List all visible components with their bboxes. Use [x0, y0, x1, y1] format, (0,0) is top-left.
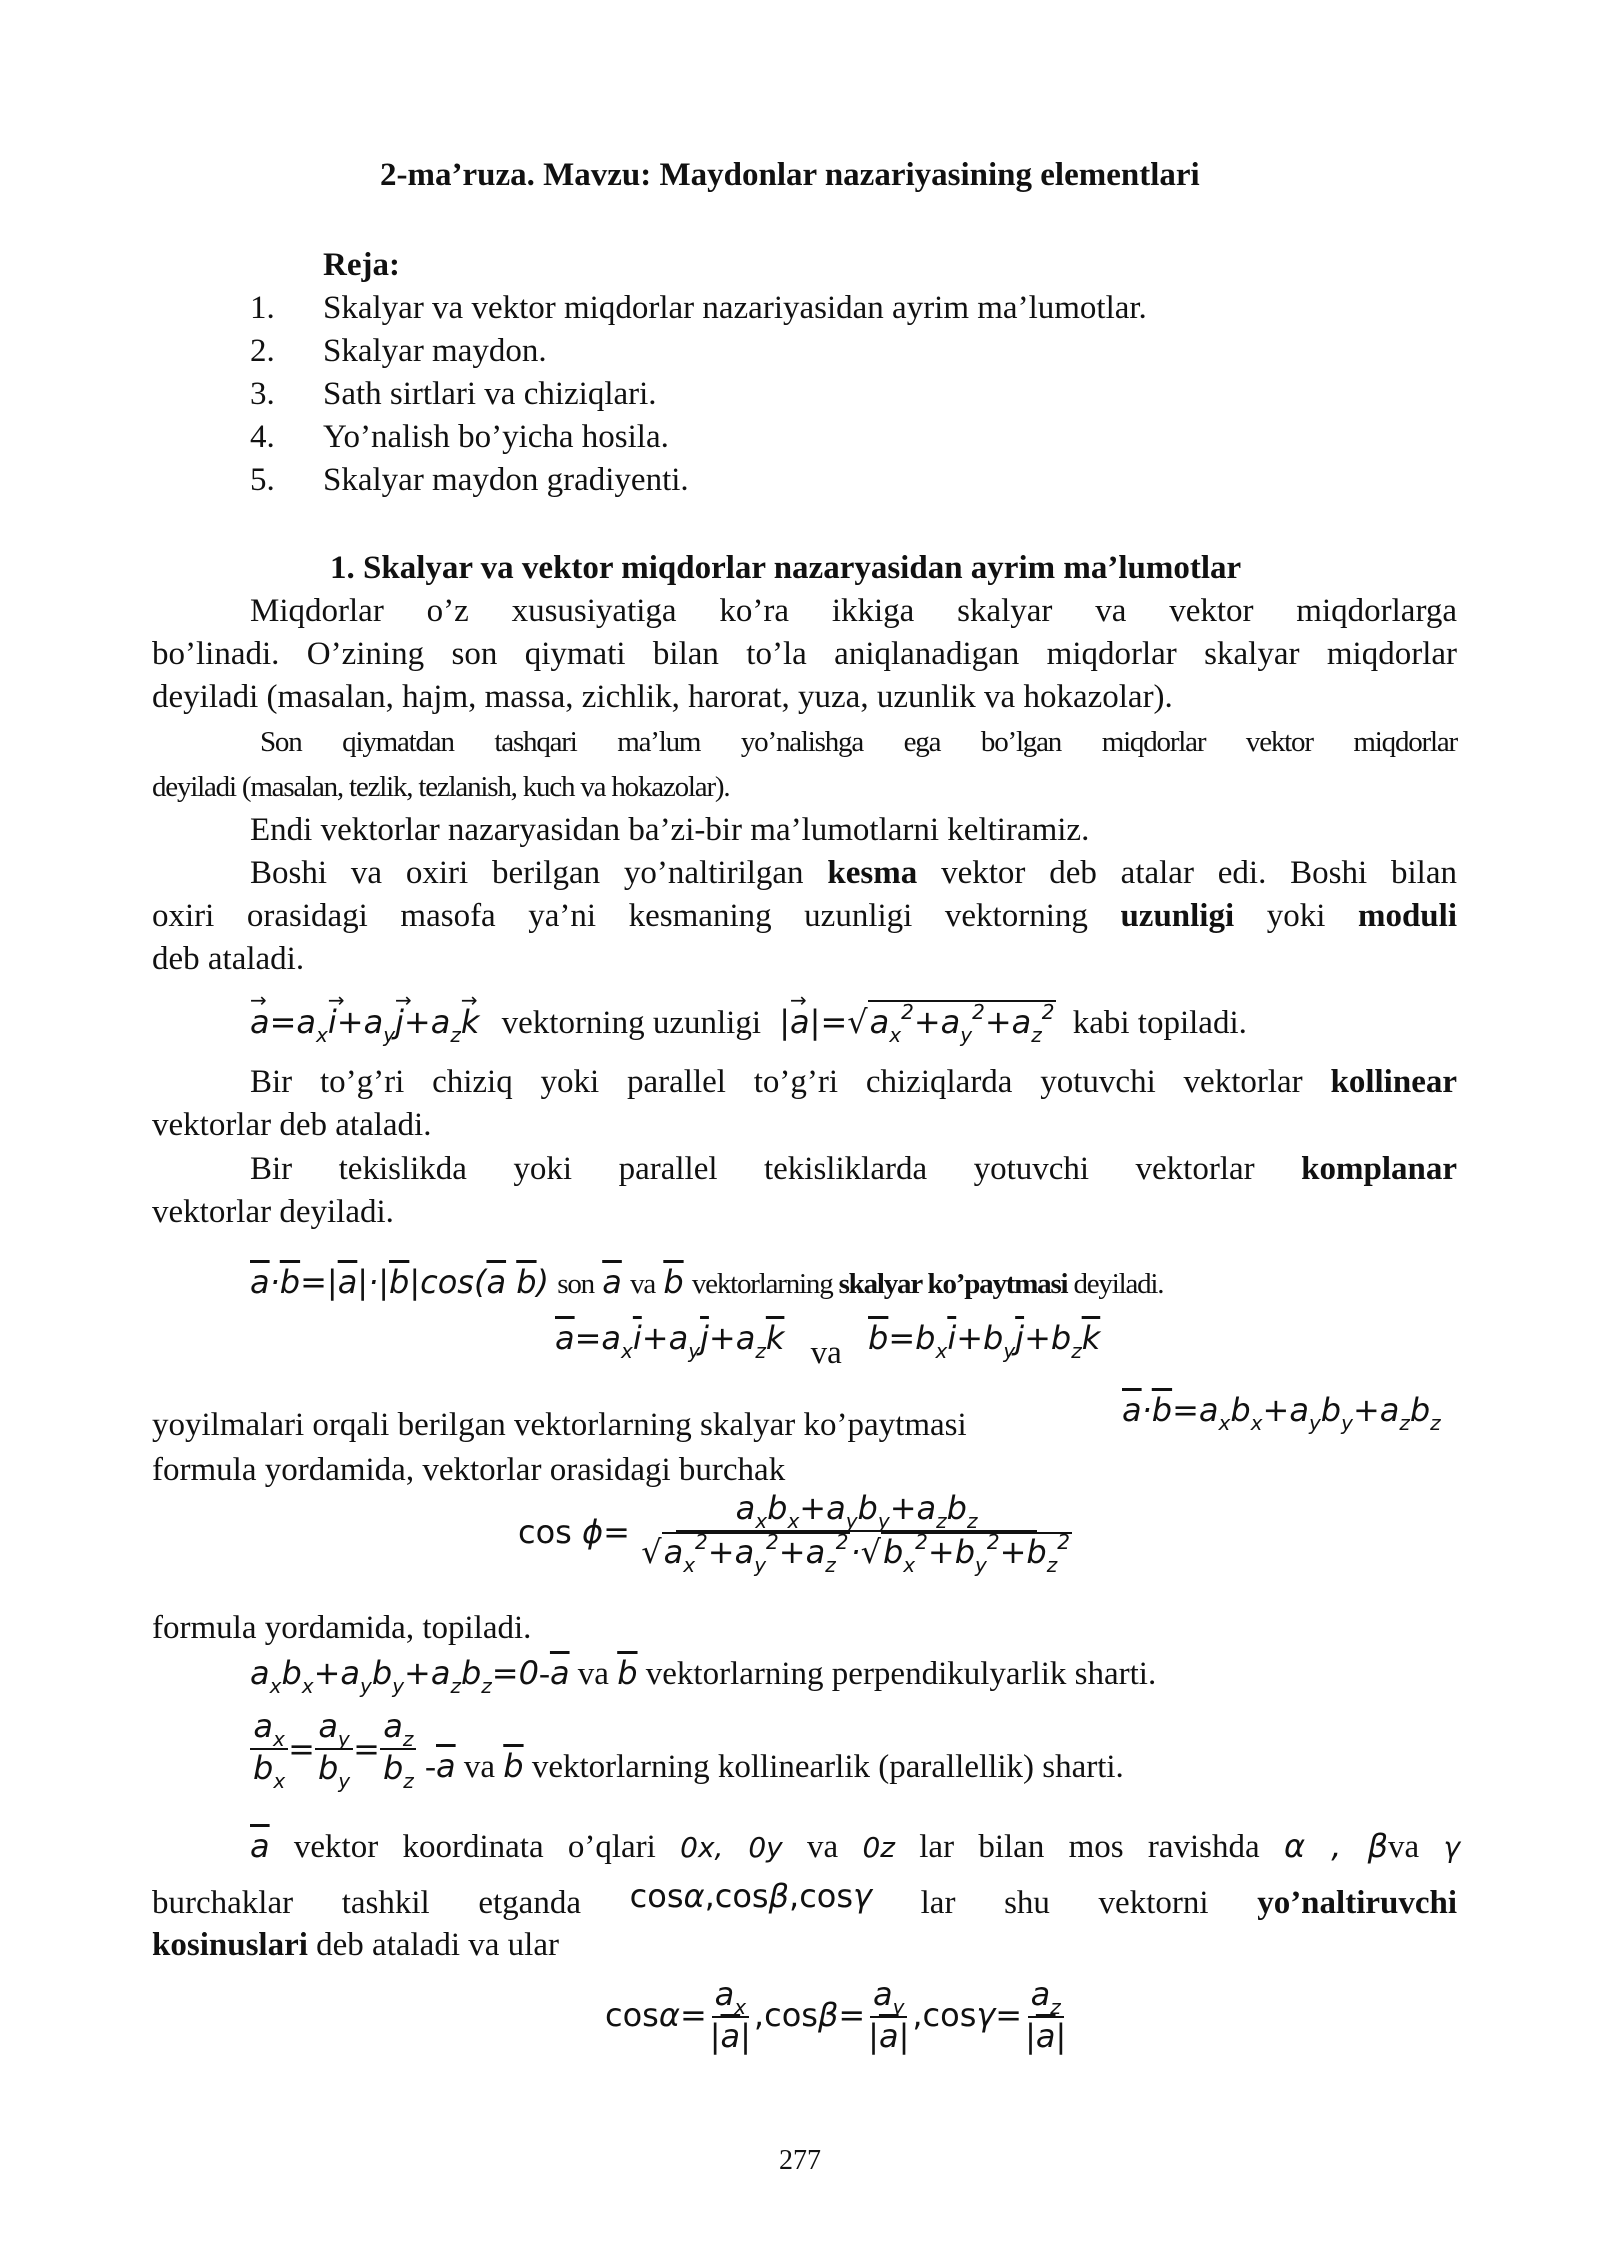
term-kollinear: kollinear	[1330, 1064, 1457, 1100]
p9-line2: burchaklar tashkil etganda cosα,cosβ,cosγ lar shu vektorni yo’naltiruvchi	[152, 1877, 1458, 1921]
p9-line3	[152, 1925, 559, 1965]
formula-b-ijk: $\overline{b}=b_x\overline{i}+b_y\overline{j}+b_z\overline{k}$	[868, 1319, 1101, 1363]
formula-text: va	[577, 1656, 609, 1692]
formula-a-ijk: $\overline{a}=a_x\overline{i}+a_y\overline{j}+a_z\overline{k}$	[555, 1319, 785, 1363]
section-title: 1. Skalyar va vektor miqdorlar nazaryasidan ayrim ma’lumotlar	[330, 550, 1242, 586]
p6-line2: vektorlar deyiladi.	[152, 1194, 394, 1230]
p9-text: lar bilan mos ravishda	[919, 1829, 1260, 1865]
formula-text: vektorlarning perpendikulyarlik sharti.	[645, 1656, 1157, 1692]
p7-line2: formula yordamida, vektorlar orasidagi burchak	[152, 1452, 786, 1488]
plan-item-number: 2.	[250, 333, 275, 369]
formula-text: vektorlarning skalyar ko’paytmasi deyiladi.	[691, 1268, 1164, 1300]
p9-text: vektor	[293, 1829, 379, 1865]
p3-line: Endi vektorlar nazaryasidan ba’zi-bir ma’lumotlarni keltiramiz.	[250, 812, 1090, 848]
formula-text: va	[630, 1268, 656, 1300]
p7-line1: yoyilmalari orqali berilgan vektorlarning skalyar ko’paytmasi	[152, 1407, 967, 1443]
p5-line1	[250, 1062, 1457, 1102]
term-uzunligi: uzunligi	[1120, 898, 1235, 934]
p9-line1: $\overline{a}$ vektor koordinata o’qlari 0x, 0y va 0z lar bilan mos ravishda α , βva γ	[250, 1827, 1461, 1865]
formula-direction-cosines: cosα= $\frac{a_x}{|\overline{a}|}$ ,cosβ= $\frac{a_y}{|\overline{a}|}$ ,cosγ= $\frac{a_z}{|\overline{a}|}$	[605, 1975, 1067, 2055]
p5-line2: vektorlar deb ataladi.	[152, 1107, 432, 1143]
formula-dot-cos: $\overline{a}\cdot\overline{b}=|\overline{a}|\cdot|\overline{b}|\cos(\overline{a}$ $\overline{b}$)	[250, 1263, 550, 1301]
p9-text: koordinata o’qlari	[402, 1829, 656, 1865]
formula-scalar-product-def	[250, 1262, 1163, 1304]
p4-text: Boshi va oxiri berilgan yo’naltirilgan	[250, 855, 828, 891]
formula-text: son	[557, 1268, 594, 1300]
formula-text: vektorning uzunligi	[501, 1005, 762, 1041]
p9-text: deb ataladi va ular	[307, 1927, 559, 1963]
page-number: 277	[779, 2145, 821, 2176]
plan-item-text: Yo’nalish bo’yicha hosila.	[323, 419, 669, 455]
p9-text: lar shu vektorni	[920, 1885, 1209, 1921]
plan-item-number: 1.	[250, 290, 275, 326]
p5-text: Bir to’g’ri chiziq yoki parallel to’g’ri chiziqlarda yotuvchi vektorlar	[250, 1064, 1331, 1100]
cos-phi-fraction: $\frac{a_xb_x+a_yb_y+a_zb_z}{√a_x^2+a_y^2+a_z^2\cdot√b_x^2+b_y^2+b_z^2}$	[641, 1489, 1070, 1577]
formula-decompositions	[555, 1318, 1101, 1371]
formula-text: va	[463, 1748, 496, 1785]
term-yonaltiruvchi: yo’naltiruvchi	[1257, 1885, 1458, 1921]
plan-item-number: 3.	[250, 376, 275, 412]
p4-text: vektor deb atalar edi. Boshi bilan	[917, 855, 1458, 891]
p1-line3: deyiladi (masalan, hajm, massa, zichlik, harorat, yuza, uzunlik va hokazolar).	[152, 679, 1173, 715]
term-moduli: moduli	[1357, 898, 1457, 934]
plan-item-text: Sath sirtlari va chiziqlari.	[323, 376, 657, 412]
vec-b: $\overline{b}$	[663, 1263, 684, 1301]
term-kosinuslari: kosinuslari	[152, 1927, 308, 1963]
p6-line1	[250, 1149, 1457, 1189]
plan-item-number: 4.	[250, 419, 275, 455]
formula-dot-components: $\overline{a}\cdot\overline{b}=a_xb_x+a_yb_y+a_zb_z$	[1122, 1391, 1441, 1435]
plan-item-text: Skalyar maydon.	[323, 333, 547, 369]
p6-text: Bir tekislikda yoki parallel tekisliklarda yotuvchi vektorlar	[250, 1151, 1302, 1187]
formula-vector-length	[250, 1000, 1247, 1046]
term-kesma: kesma	[827, 855, 918, 891]
formula-text: va	[810, 1335, 842, 1371]
p1-line1: Miqdorlar o’z xususiyatiga ko’ra ikkiga skalyar va vektor miqdorlarga	[250, 593, 1457, 629]
p4-line1	[250, 853, 1457, 893]
formula-a-decomposition: → $a=a_x\to i+a_y\to j+a_z\to k$	[250, 1003, 479, 1041]
formula-text: vektorlarning kollinearlik (parallellik) sharti.	[531, 1748, 1124, 1785]
formula-perpendicular: $a_xb_x+a_yb_y+a_zb_z=0-\overline{a}$ va $\overline{b}$ vektorlarning perpendikulyarlik sharti.	[250, 1654, 1157, 1698]
p4-line2	[152, 896, 1457, 936]
p2-line1: Son qiymatdan tashqari ma’lum yo’nalishga ega bo’lgan miqdorlar vektor miqdorlar	[260, 726, 1457, 758]
p2-line2: deyiladi (masalan, tezlik, tezlanish, kuch va hokazolar).	[152, 771, 730, 803]
page-title: 2-ma’ruza. Mavzu: Maydonlar nazariyasining elementlari	[380, 157, 1200, 193]
p1-line2: bo’linadi. O’zining son qiymati bilan to’la aniqlanadigan miqdorlar skalyar miqdorlar	[152, 636, 1457, 672]
p9-text: va	[1388, 1829, 1420, 1865]
term-komplanar: komplanar	[1301, 1151, 1457, 1187]
p9-text: va	[807, 1829, 839, 1865]
p4-line3: deb ataladi.	[152, 941, 305, 977]
p9-text: burchaklar tashkil etganda	[152, 1885, 581, 1921]
plan-item-text: Skalyar va vektor miqdorlar nazariyasidan ayrim ma’lumotlar.	[323, 290, 1147, 326]
formula-collinear: $\frac{a_x}{b_x}$ = $\frac{a_y}{b_y}$ = $\frac{a_z}{b_z}$ $-\overline{a}$ va $\overline{b}$ vektorlarning kollinearlik (parallellik) sharti.	[250, 1708, 1124, 1790]
formula-modulus: |→ $a|=√a_x^2+a_y^2+a_z^2$	[779, 1003, 1056, 1041]
p4-text: oxiri orasidagi masofa ya’ni kesmaning uzunligi vektorning	[152, 898, 1121, 934]
formula-cos-phi: cos ϕ= $\frac{a_xb_x+a_yb_y+a_zb_z}{√a_x^2+a_y^2+a_z^2\cdot√b_x^2+b_y^2+b_z^2}$	[518, 1490, 1075, 1574]
p4-text: yoki	[1234, 898, 1358, 934]
plan-item-text: Skalyar maydon gradiyenti.	[323, 462, 689, 498]
formula-text: kabi topiladi.	[1072, 1005, 1247, 1041]
p8-line: formula yordamida, topiladi.	[152, 1610, 532, 1646]
plan-item-number: 5.	[250, 462, 275, 498]
vec-a: $\overline{a}$	[602, 1263, 622, 1301]
plan-heading: Reja:	[323, 247, 400, 283]
